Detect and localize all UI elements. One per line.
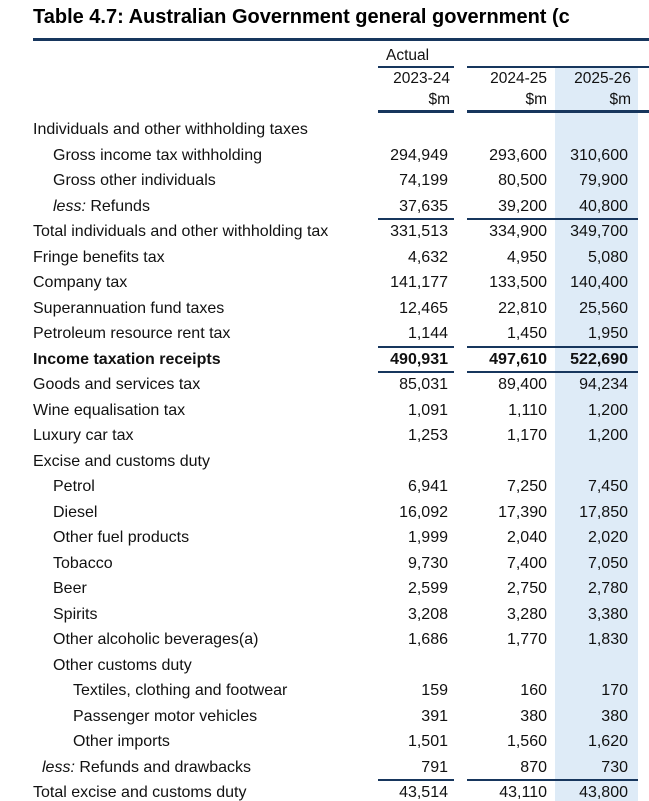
row-label: Passenger motor vehicles xyxy=(73,707,258,725)
row-value-2024-25: 80,500 xyxy=(498,172,547,189)
unit-label: $m xyxy=(609,91,631,108)
row-label: Beer xyxy=(53,580,87,597)
row-value-2025-26: 94,234 xyxy=(579,376,628,393)
table-row xyxy=(0,143,649,169)
row-value-2025-26: 25,560 xyxy=(579,299,628,317)
row-label: Tobacco xyxy=(53,554,113,572)
table-row xyxy=(0,729,649,755)
table-row xyxy=(0,372,649,398)
row-value-2023-24: 74,199 xyxy=(399,172,448,189)
row-value-2023-24: 1,144 xyxy=(407,325,448,342)
row-value-2025-26: 2,780 xyxy=(587,580,628,597)
row-value-2023-24: 490,931 xyxy=(390,350,448,368)
row-value-2024-25: 497,610 xyxy=(489,350,547,368)
row-value-2025-26: 7,450 xyxy=(587,478,628,495)
row-value-2025-26: 140,400 xyxy=(570,274,628,291)
row-value-2023-24: 12,465 xyxy=(399,299,448,317)
column-header-2023-24: 2023-24 xyxy=(393,70,450,87)
table-row xyxy=(0,168,649,194)
unit-label: $m xyxy=(428,91,450,108)
row-value-2024-25: 133,500 xyxy=(489,274,547,291)
row-value-2025-26: 2,020 xyxy=(587,529,628,546)
row-value-2023-24: 4,632 xyxy=(407,248,448,266)
table-row xyxy=(0,423,649,449)
row-value-2024-25: 870 xyxy=(520,758,547,776)
row-label: Individuals and other withholding taxes xyxy=(33,121,308,138)
row-value-2023-24: 1,686 xyxy=(407,631,448,648)
row-value-2025-26: 1,830 xyxy=(587,631,628,648)
row-value-2025-26: 17,850 xyxy=(579,503,628,521)
table-row xyxy=(0,627,649,653)
title-underline xyxy=(33,38,649,41)
table-row xyxy=(0,602,649,628)
table-row xyxy=(0,576,649,602)
row-value-2023-24: 294,949 xyxy=(390,146,448,164)
row-value-2023-24: 791 xyxy=(421,758,448,776)
row-value-2024-25: 22,810 xyxy=(498,299,547,317)
row-value-2024-25: 4,950 xyxy=(506,248,547,266)
row-value-2023-24: 37,635 xyxy=(399,197,448,215)
table-row xyxy=(0,500,649,526)
table-title: Table 4.7: Australian Government general government (c xyxy=(33,6,570,28)
row-value-2024-25: 1,770 xyxy=(506,631,547,648)
row-value-2025-26: 1,200 xyxy=(587,427,628,444)
row-value-2025-26: 380 xyxy=(601,707,628,725)
row-label: Other imports xyxy=(73,733,170,750)
row-value-2024-25: 160 xyxy=(520,682,547,699)
row-value-2024-25: 293,600 xyxy=(489,146,547,164)
row-value-2023-24: 2,599 xyxy=(407,580,448,597)
row-label: Diesel xyxy=(53,503,98,521)
row-value-2023-24: 9,730 xyxy=(407,554,448,572)
row-label: less: Refunds and drawbacks xyxy=(42,758,252,776)
row-label: Total individuals and other withholding tax xyxy=(33,223,329,240)
row-value-2023-24: 16,092 xyxy=(399,503,448,521)
row-value-2025-26: 43,800 xyxy=(579,784,628,801)
row-label: Other customs duty xyxy=(53,656,192,674)
table-row xyxy=(0,398,649,424)
row-label: Wine equalisation tax xyxy=(33,401,186,419)
row-value-2023-24: 3,208 xyxy=(407,605,448,623)
table-row xyxy=(0,117,649,143)
row-value-2024-25: 1,450 xyxy=(506,325,547,342)
row-value-2024-25: 334,900 xyxy=(489,223,547,240)
table-row xyxy=(0,704,649,730)
row-label: Gross income tax withholding xyxy=(53,146,262,164)
row-value-2024-25: 3,280 xyxy=(506,605,547,623)
row-value-2023-24: 1,999 xyxy=(407,529,448,546)
row-value-2025-26: 170 xyxy=(601,682,628,699)
row-value-2023-24: 6,941 xyxy=(407,478,448,495)
row-value-2024-25: 7,400 xyxy=(506,554,547,572)
row-value-2025-26: 40,800 xyxy=(579,197,628,215)
less-prefix: less: xyxy=(53,197,86,215)
row-value-2023-24: 331,513 xyxy=(390,223,448,240)
row-label: Other fuel products xyxy=(53,529,190,546)
row-label: Textiles, clothing and footwear xyxy=(73,682,288,699)
table-row xyxy=(0,270,649,296)
row-value-2024-25: 43,110 xyxy=(499,784,547,801)
row-value-2025-26: 1,620 xyxy=(587,733,628,750)
row-label: Gross other individuals xyxy=(53,172,216,189)
row-value-2025-26: 1,950 xyxy=(587,325,628,342)
row-value-2024-25: 1,110 xyxy=(508,401,547,419)
row-value-2024-25: 89,400 xyxy=(498,376,547,393)
column-header-2025-26: 2025-26 xyxy=(574,70,631,87)
row-label: Company tax xyxy=(33,274,128,291)
table-row xyxy=(0,296,649,322)
row-value-2025-26: 5,080 xyxy=(587,248,628,266)
row-label: Superannuation fund taxes xyxy=(33,299,225,317)
row-label: Fringe benefits tax xyxy=(33,248,165,266)
less-prefix: less: xyxy=(42,758,75,776)
table-row xyxy=(0,755,649,781)
row-value-2025-26: 522,690 xyxy=(570,350,628,368)
table-row xyxy=(0,347,649,373)
row-value-2023-24: 141,177 xyxy=(390,274,448,291)
row-label: Petroleum resource rent tax xyxy=(33,325,231,342)
row-label: Other alcoholic beverages(a) xyxy=(53,631,259,648)
table-row xyxy=(0,321,649,347)
unit-label: $m xyxy=(525,91,547,108)
row-value-2024-25: 7,250 xyxy=(506,478,547,495)
row-value-2024-25: 2,750 xyxy=(506,580,547,597)
year-header-row xyxy=(0,68,649,90)
row-value-2023-24: 391 xyxy=(421,707,448,725)
column-group-label-actual: Actual xyxy=(386,47,430,64)
row-label: less: Refunds xyxy=(53,197,150,215)
row-label: Spirits xyxy=(53,605,98,623)
row-label: Petrol xyxy=(53,478,95,495)
row-value-2023-24: 159 xyxy=(421,682,448,699)
unit-header-row xyxy=(0,89,649,110)
table-row xyxy=(0,525,649,551)
row-value-2023-24: 1,253 xyxy=(407,427,448,444)
row-value-2024-25: 1,170 xyxy=(506,427,547,444)
row-value-2023-24: 43,514 xyxy=(399,784,448,801)
row-label: Excise and customs duty xyxy=(33,452,210,470)
row-value-2025-26: 1,200 xyxy=(587,401,628,419)
row-label: Luxury car tax xyxy=(33,427,134,444)
table-row xyxy=(0,678,649,704)
row-value-2025-26: 3,380 xyxy=(587,605,628,623)
row-value-2024-25: 17,390 xyxy=(498,503,547,521)
table-row xyxy=(0,474,649,500)
row-label: Total excise and customs duty xyxy=(33,784,247,801)
row-value-2025-26: 79,900 xyxy=(579,172,628,189)
table-row xyxy=(0,780,649,801)
table-row xyxy=(0,653,649,679)
header-bottom-rule-right xyxy=(467,110,649,113)
header-bottom-rule-left xyxy=(378,110,454,113)
row-value-2025-26: 7,050 xyxy=(587,554,628,572)
row-value-2025-26: 730 xyxy=(601,758,628,776)
row-value-2024-25: 380 xyxy=(520,707,547,725)
row-value-2024-25: 2,040 xyxy=(506,529,547,546)
row-value-2024-25: 1,560 xyxy=(506,733,547,750)
column-header-2024-25: 2024-25 xyxy=(490,70,547,87)
table-row xyxy=(0,245,649,271)
table-row xyxy=(0,194,649,220)
row-value-2023-24: 85,031 xyxy=(399,376,448,393)
table-row xyxy=(0,219,649,245)
row-value-2023-24: 1,091 xyxy=(407,401,448,419)
table-row xyxy=(0,551,649,577)
table-row xyxy=(0,449,649,475)
row-value-2025-26: 349,700 xyxy=(570,223,628,240)
row-value-2023-24: 1,501 xyxy=(407,733,448,750)
row-label: Income taxation receipts xyxy=(33,350,221,368)
row-value-2025-26: 310,600 xyxy=(570,146,628,164)
row-label: Goods and services tax xyxy=(33,376,201,393)
table-body xyxy=(0,117,649,801)
row-value-2024-25: 39,200 xyxy=(498,197,547,215)
